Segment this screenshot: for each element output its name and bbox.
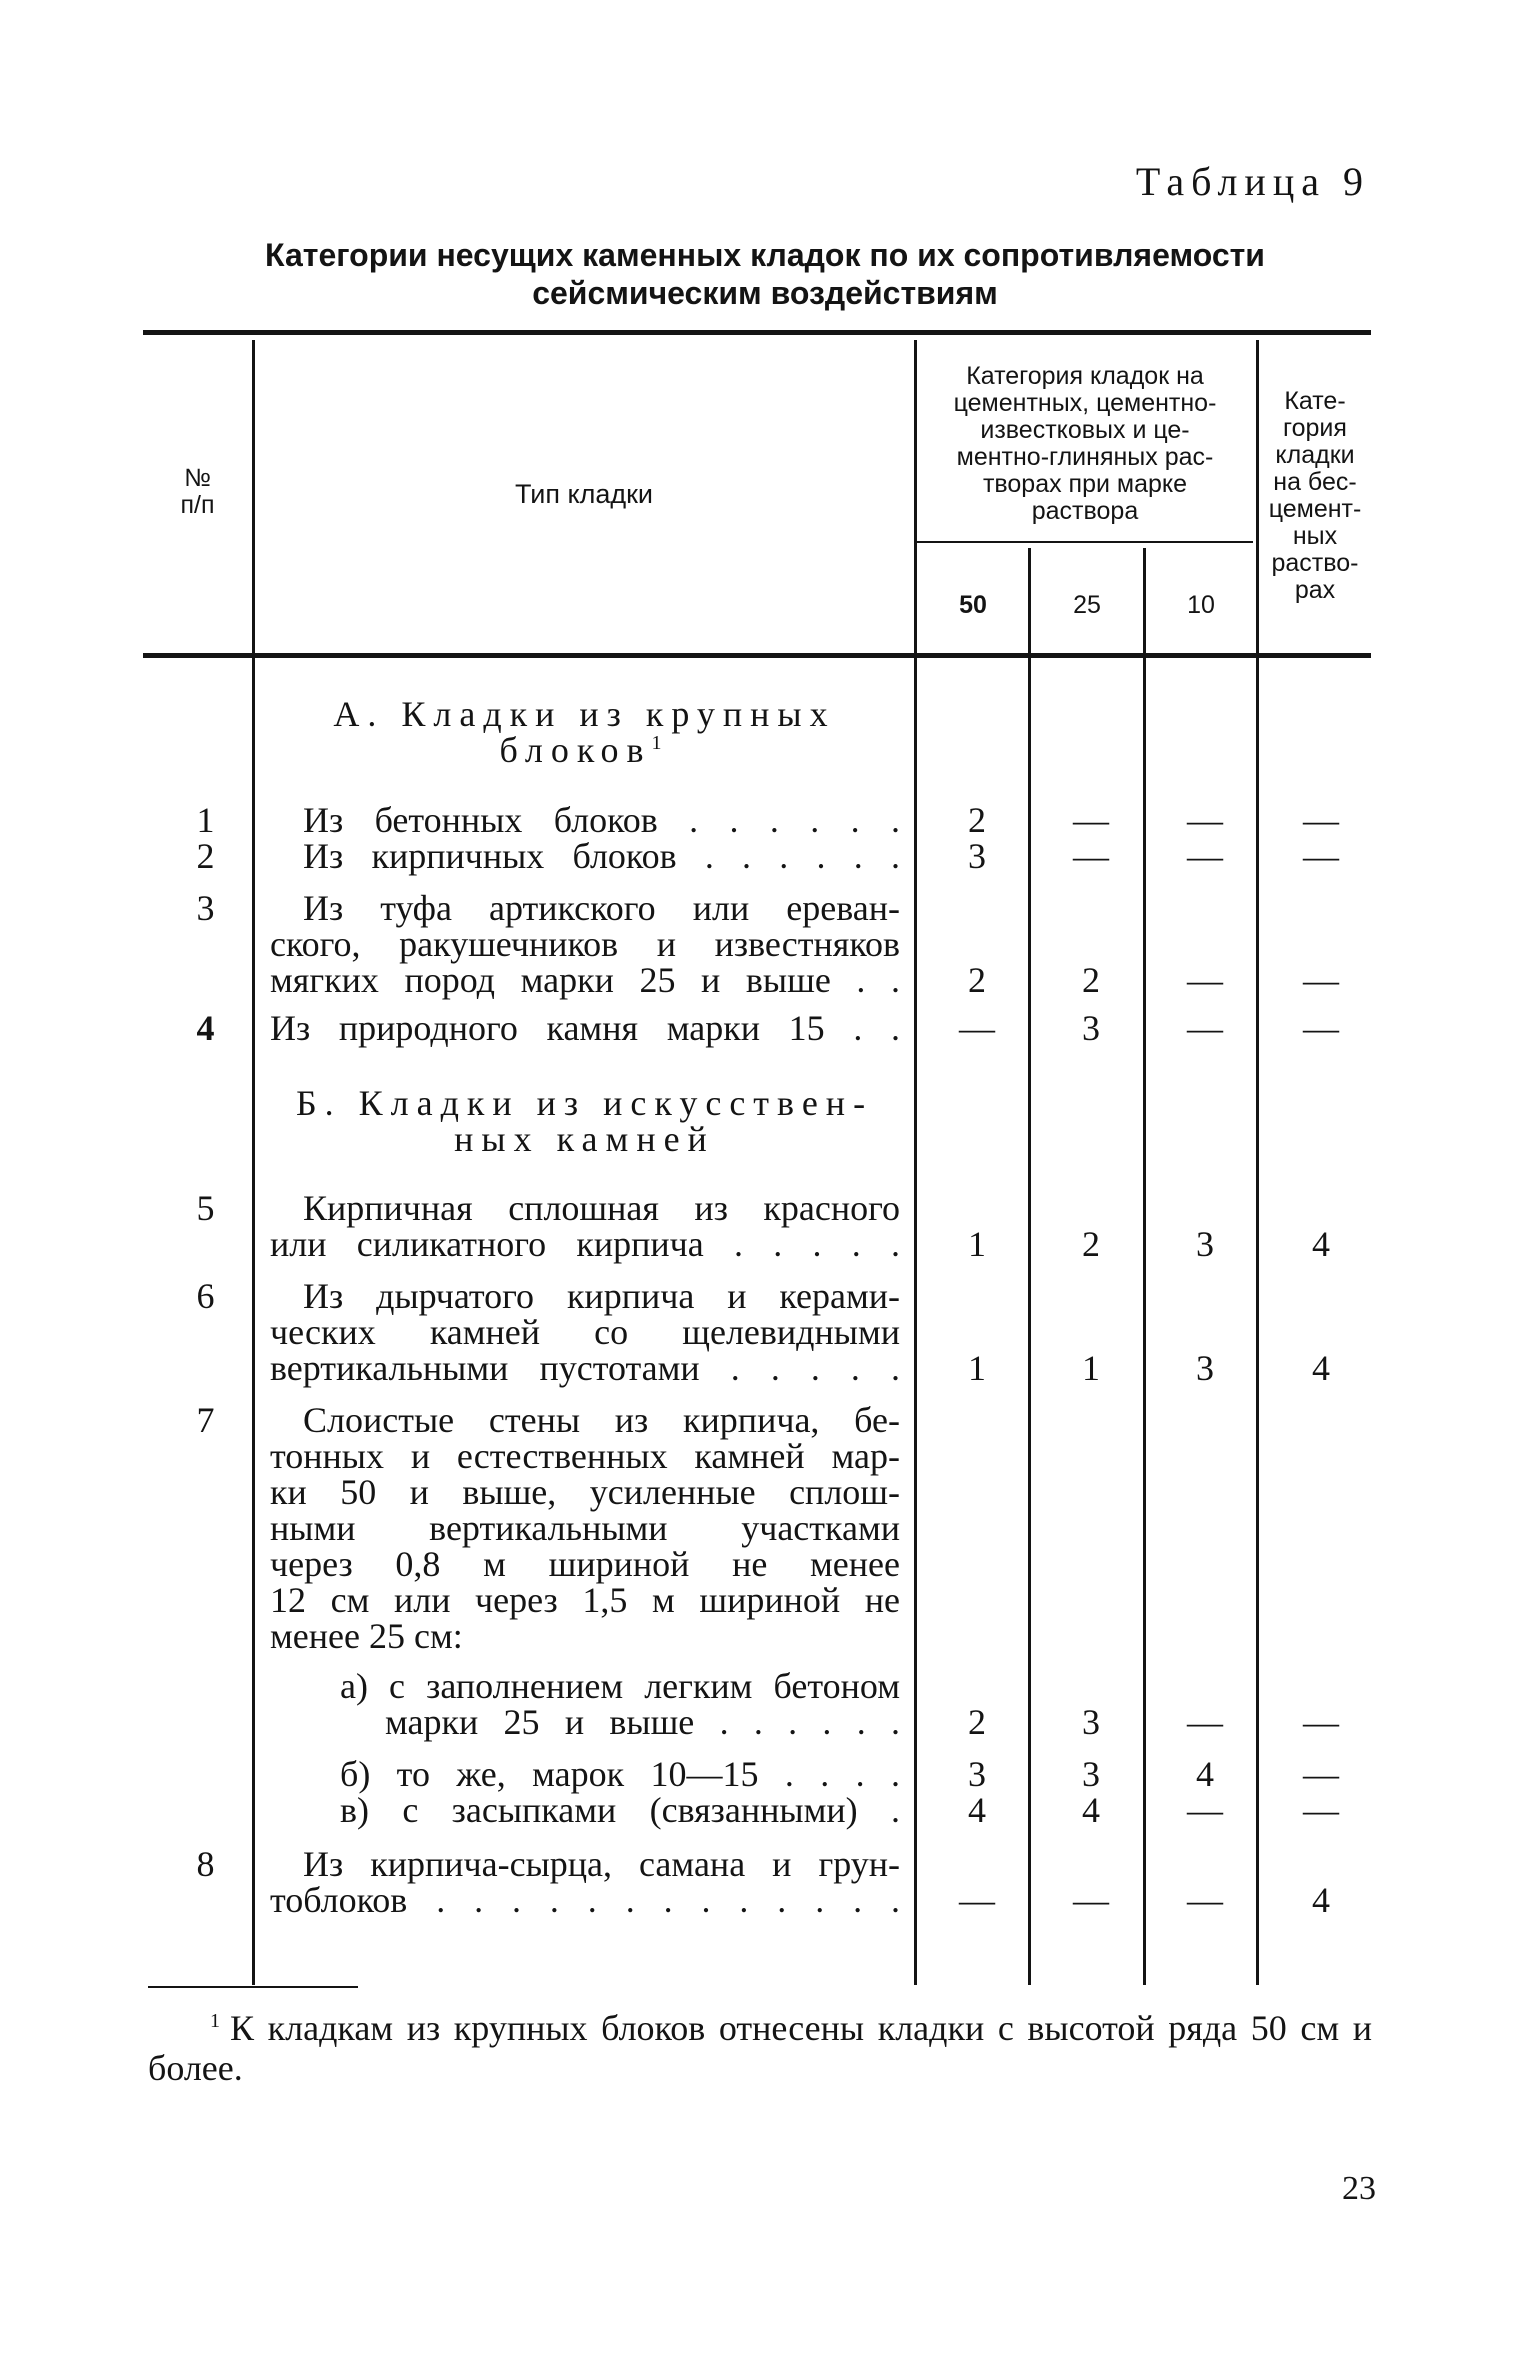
col-rule-noncement: [1256, 340, 1259, 1985]
row-7a-text: [340, 1668, 900, 1740]
header-grade-10: 10: [1187, 591, 1215, 619]
header-grade-50: 50: [959, 591, 987, 619]
header-type: Тип кладки: [514, 479, 654, 509]
row-2-grade-10: —: [1187, 836, 1223, 876]
row-8-grade-50: —: [959, 1880, 995, 1920]
row-5-text: [270, 1190, 900, 1262]
row-7a-line: марки 25 и выше . . . . . .: [385, 1702, 900, 1742]
row-6-grade-10: 3: [1196, 1348, 1214, 1388]
row-2-noncement: —: [1303, 836, 1339, 876]
col-rule-type: [252, 340, 255, 1985]
row-4-grade-10: —: [1187, 1008, 1223, 1048]
header-cement-line: известковых и це-: [980, 416, 1190, 444]
row-7a-grade-25: 3: [1082, 1702, 1100, 1742]
row-4-text: Из природного камня марки 15 . .: [270, 1008, 900, 1048]
table-top-rule: [143, 330, 1371, 335]
header-noncement-line: кладки: [1275, 441, 1355, 469]
row-7c-grade-25: 4: [1082, 1790, 1100, 1830]
section-b-line-1: Б. Кладки из искусствен-: [295, 1083, 874, 1123]
header-cement-line: раствора: [1031, 497, 1139, 525]
row-3-line: мягких пород марки 25 и выше . .: [270, 960, 900, 1000]
row-8-line: тоблоков . . . . . . . . . . . . .: [270, 1880, 900, 1920]
section-b-line-2: ных камней: [454, 1119, 715, 1159]
header-number-label: п/п: [180, 491, 215, 519]
row-5-grade-50: 1: [968, 1224, 986, 1264]
row-8-text: [270, 1846, 900, 1918]
row-7-line: Слоистые стены из кирпича, бе-: [303, 1400, 900, 1440]
row-5-grade-25: 2: [1082, 1224, 1100, 1264]
row-2-grade-25: —: [1073, 836, 1109, 876]
row-7-number: 7: [196, 1400, 215, 1440]
row-4-number: 4: [196, 1008, 215, 1048]
row-3-grade-50: 2: [968, 960, 986, 1000]
header-noncement-line: на бес-: [1273, 468, 1357, 496]
row-6-grade-25: 1: [1082, 1348, 1100, 1388]
row-7-line: тонных и естественных камней мар-: [270, 1436, 900, 1476]
col-rule-10: [1143, 548, 1146, 1985]
header-noncement-line: Кате-: [1284, 387, 1346, 415]
header-cement-line: цементных, цементно-: [953, 389, 1217, 417]
row-1-number: 1: [196, 800, 215, 840]
row-2-text: Из кирпичных блоков . . . . . .: [303, 836, 900, 876]
row-1-grade-50: 2: [968, 800, 986, 840]
row-8-number: 8: [196, 1844, 215, 1884]
header-number-symbol: №: [184, 464, 211, 492]
row-5-line: Кирпичная сплошная из красного: [303, 1188, 900, 1228]
row-5-grade-10: 3: [1196, 1224, 1214, 1264]
row-8-line: Из кирпича-сырца, самана и грун-: [303, 1844, 900, 1884]
footnote-separator: [148, 1986, 358, 1988]
row-3-text: [270, 890, 900, 998]
col-rule-50: [914, 340, 917, 1985]
table-title: [180, 236, 1350, 312]
header-bottom-rule: [143, 653, 1371, 658]
row-6-noncement: 4: [1312, 1348, 1330, 1388]
header-cement-line: творах при марке: [982, 470, 1188, 498]
row-7-line: ки 50 и выше, усиленные сплош-: [270, 1472, 900, 1512]
row-7c-text: в) с засыпками (связанными) .: [340, 1790, 900, 1830]
row-3-grade-25: 2: [1082, 960, 1100, 1000]
row-7a-grade-50: 2: [968, 1702, 986, 1742]
row-5-number: 5: [196, 1188, 215, 1228]
row-2-grade-50: 3: [968, 836, 986, 876]
row-1-grade-10: —: [1187, 800, 1223, 840]
row-7a-line: а) с заполнением легким бетоном: [340, 1666, 900, 1706]
table-number: Таблица 9: [1135, 159, 1370, 204]
row-1-noncement: —: [1303, 800, 1339, 840]
row-6-line: вертикальными пустотами . . . . .: [270, 1348, 900, 1388]
row-6-grade-50: 1: [968, 1348, 986, 1388]
header-noncement-line: раство-: [1271, 549, 1359, 577]
row-7-line: ными вертикальными участками: [270, 1508, 900, 1548]
row-7-line: менее 25 см:: [270, 1616, 463, 1656]
row-7c-noncement: —: [1303, 1790, 1339, 1830]
header-number: [150, 465, 245, 519]
section-a-footnote-ref: 1: [651, 732, 670, 754]
row-6-number: 6: [196, 1276, 215, 1316]
row-3-line: ского, ракушечников и известняков: [270, 924, 900, 964]
section-a-line-2-text: блоков: [499, 730, 652, 770]
row-8-noncement: 4: [1312, 1880, 1330, 1920]
header-cement-line: ментно-глиняных рас-: [956, 443, 1214, 471]
row-3-number: 3: [196, 888, 215, 928]
row-8-grade-10: —: [1187, 1880, 1223, 1920]
row-6-line: ческих камней со щелевидными: [270, 1312, 900, 1352]
row-7b-text: б) то же, марок 10—15 . . . .: [340, 1754, 900, 1794]
section-a-heading: [262, 696, 907, 768]
row-7a-grade-10: —: [1187, 1702, 1223, 1742]
row-4-noncement: —: [1303, 1008, 1339, 1048]
section-a-line-1: А. Кладки из крупных: [333, 694, 836, 734]
header-noncement-line: ных: [1292, 522, 1338, 550]
footnote-mark: 1: [210, 2010, 220, 2032]
row-2-number: 2: [196, 836, 215, 876]
row-5-noncement: 4: [1312, 1224, 1330, 1264]
footnote-text: К кладкам из крупных блоков отнесены кладки с высотой ряда 50 см и более.: [148, 2008, 1372, 2088]
grade-divider-rule: [916, 541, 1253, 543]
header-cement-group: [918, 363, 1252, 525]
row-7-text: [270, 1402, 900, 1654]
row-7b-noncement: —: [1303, 1754, 1339, 1794]
row-1-text: Из бетонных блоков . . . . . .: [303, 800, 900, 840]
row-3-grade-10: —: [1187, 960, 1223, 1000]
section-a-line-2: [262, 732, 907, 768]
row-1-grade-25: —: [1073, 800, 1109, 840]
row-5-line: или силикатного кирпича . . . . .: [270, 1224, 900, 1264]
header-noncement-line: гория: [1283, 414, 1347, 442]
footnote: [148, 2008, 1372, 2088]
row-7-line: через 0,8 м шириной не менее: [270, 1544, 900, 1584]
header-noncement-line: рах: [1294, 576, 1336, 604]
row-4-grade-50: —: [959, 1008, 995, 1048]
row-8-grade-25: —: [1073, 1880, 1109, 1920]
row-6-line: Из дырчатого кирпича и керами-: [303, 1276, 900, 1316]
title-line-2: сейсмическим воздействиям: [532, 275, 998, 311]
header-noncement-line: цемент-: [1268, 495, 1362, 523]
row-3-line: Из туфа артикского или ереван-: [303, 888, 900, 928]
header-grade-25: 25: [1073, 591, 1101, 619]
section-b-heading: [262, 1085, 907, 1157]
page-number: 23: [1342, 2170, 1376, 2207]
row-7b-grade-25: 3: [1082, 1754, 1100, 1794]
row-6-text: [270, 1278, 900, 1386]
header-noncement: [1260, 388, 1370, 604]
row-7c-grade-50: 4: [968, 1790, 986, 1830]
header-cement-line: Категория кладок на: [966, 362, 1204, 390]
row-7b-grade-10: 4: [1196, 1754, 1214, 1794]
row-7a-noncement: —: [1303, 1702, 1339, 1742]
title-line-1: Категории несущих каменных кладок по их сопротивляемости: [265, 237, 1265, 273]
col-rule-25: [1028, 548, 1031, 1985]
row-7b-grade-50: 3: [968, 1754, 986, 1794]
row-3-noncement: —: [1303, 960, 1339, 1000]
row-4-grade-25: 3: [1082, 1008, 1100, 1048]
row-7c-grade-10: —: [1187, 1790, 1223, 1830]
row-7-line: 12 см или через 1,5 м шириной не: [270, 1580, 900, 1620]
